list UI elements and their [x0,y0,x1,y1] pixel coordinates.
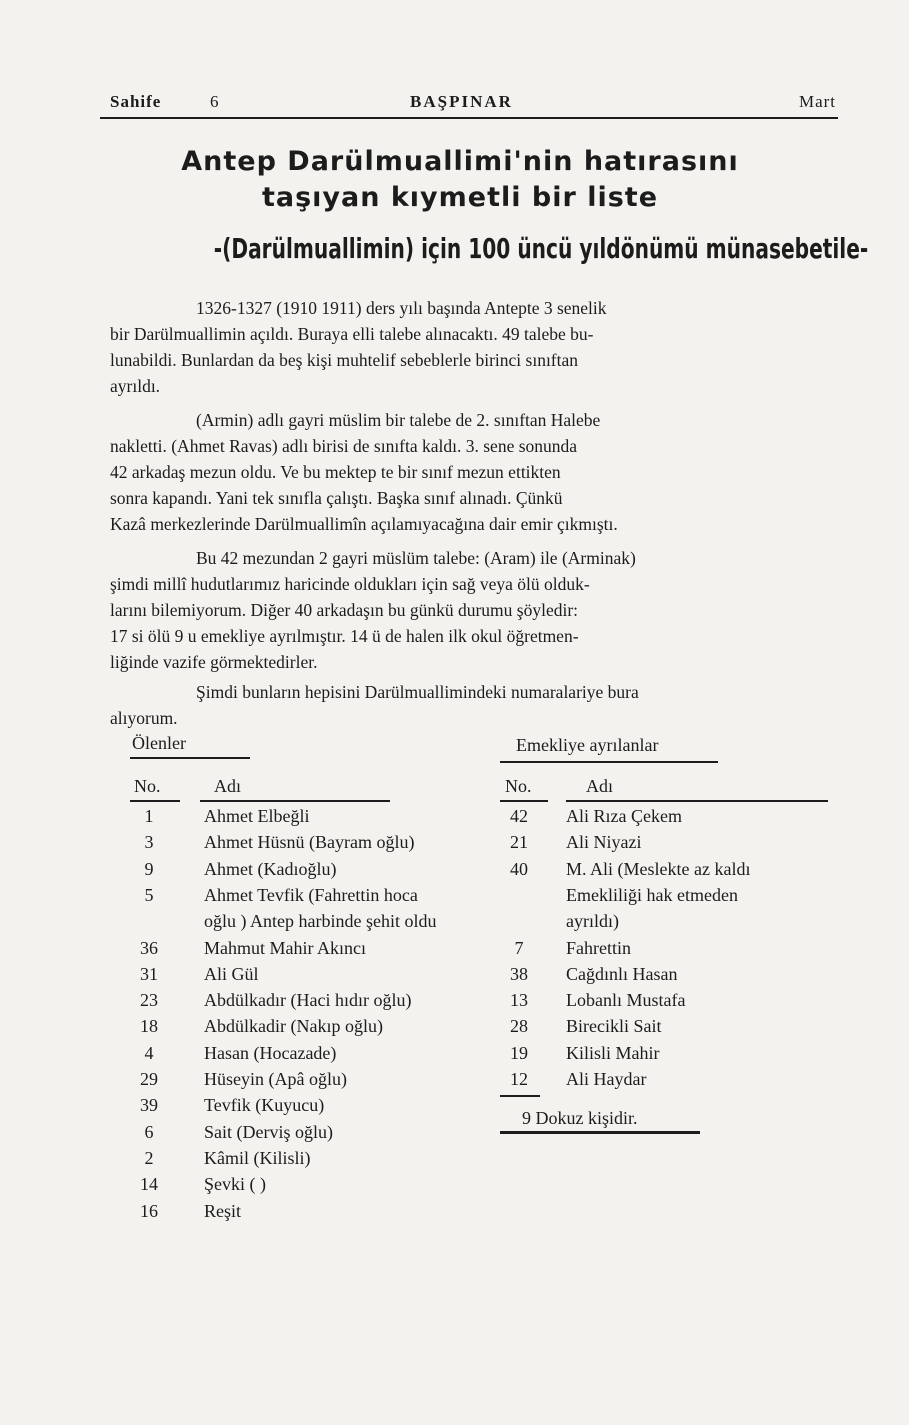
p1-line: lunabildi. Bunlardan da beş kişi muhtelif sebeblerle birinci sınıftan [110,350,579,370]
retired-row-name: Ali Haydar [566,1069,647,1089]
dead-row-name: Kâmil (Kilisli) [204,1147,311,1168]
p2-line: 42 arkadaş mezun oldu. Ve bu mektep te bir sınıf mezun ettikten [110,462,561,482]
dead-row-name: oğlu ) Antep harbinde şehit oldu [204,911,437,932]
p1-line: bir Darülmuallimin açıldı. Buraya elli talebe alınacaktı. 49 talebe bu- [110,324,594,344]
retired-list-title: Emekliye ayrılanlar [516,735,659,755]
dead-row-number: 39 [140,1095,158,1116]
left-col-no-header: No. [134,776,161,796]
dead-row-name: Ahmet (Kadıoğlu) [204,858,337,879]
retired-row-name: Birecikli Sait [566,1016,662,1037]
dead-row-number: 16 [140,1200,158,1221]
dead-row-name: Ahmet Hüsnü (Bayram oğlu) [204,832,415,853]
retired-row-name: Ali Niyazi [566,832,642,853]
header-rule [100,117,838,119]
p2-line: (Armin) adlı gayri müslim bir talebe de 2. sınıftan Halebe [196,410,601,430]
right-col-name-header: Adı [586,776,613,796]
newspaper-name: BAŞPINAR [410,92,513,111]
p2-line: nakletti. (Ahmet Ravas) adlı birisi de sınıfta kaldı. 3. sene sonunda [110,436,578,456]
dead-row-number: 36 [140,937,158,958]
dead-row-name: Reşit [204,1200,242,1221]
dead-row-name: Mahmut Mahir Akıncı [204,937,366,958]
retired-row-name: Fahrettin [566,937,631,958]
dead-row-name: Abdülkadir (Nakıp oğlu) [204,1016,383,1037]
p3-line: Bu 42 mezundan 2 gayri müslüm talebe: (Aram) ile (Arminak) [196,548,636,568]
dead-row-number: 18 [140,1016,158,1037]
retired-row-name: Emekliliği hak etmeden [566,884,738,905]
dead-row-number: 9 [144,858,154,879]
retired-total-rule [500,1095,540,1097]
headline-subtitle: -(Darülmuallimin) için 100 üncü yıldönümü münasebetile- [213,232,869,265]
right-col-no-header: No. [505,776,532,796]
retired-row-name: Cağdınlı Hasan [566,963,678,984]
right-name-rule [566,800,828,802]
page-number: 6 [210,92,220,111]
retired-row-name: M. Ali (Meslekte az kaldı [566,858,751,879]
dead-row-number: 4 [144,1042,154,1063]
p2-line: sonra kapandı. Yani tek sınıfla çalıştı. Başka sınıf alınadı. Çünkü [110,488,563,508]
dead-row-name: Şevki ( ) [204,1174,266,1195]
dead-row-name: Hasan (Hocazade) [204,1042,337,1063]
retired-row-number: 19 [510,1042,528,1063]
page-label: Sahife [110,92,162,111]
dead-row-number: 2 [144,1147,154,1168]
headline-line-1: Antep Darülmuallimi'nin hatırasını [181,146,739,177]
dead-row-name: Hüseyin (Apâ oğlu) [204,1069,347,1089]
retired-row-number: 12 [510,1069,528,1089]
retired-row-name: Ali Rıza Çekem [566,806,682,826]
dead-list-title: Ölenler [132,733,186,753]
p3-line: 17 si ölü 9 u emekliye ayrılmıştır. 14 ü de halen ilk okul öğretmen- [110,626,579,646]
p4-line: alıyorum. [110,708,178,728]
dead-row-number: 1 [144,806,154,826]
retired-row-number: 21 [510,832,528,853]
p3-line: larını bilemiyorum. Diğer 40 arkadaşın bu günkü durumu şöyledir: [110,600,579,620]
running-header [110,92,836,114]
dead-row-number: 31 [140,963,158,984]
left-no-rule [130,800,180,802]
p1-line: ayrıldı. [110,376,161,396]
retired-row-name: Lobanlı Mustafa [566,990,686,1011]
p1-line: 1326-1327 (1910 1911) ders yılı başında Antepte 3 senelik [196,298,607,318]
retired-summary: 9 Dokuz kişidir. [522,1108,638,1128]
dead-row-name: Ahmet Tevfik (Fahrettin hoca [204,884,418,905]
headline-line-2: taşıyan kıymetli bir liste [261,182,659,213]
retired-row-name: ayrıldı) [566,911,619,932]
dead-row-number: 14 [140,1174,158,1195]
dead-title-underline [130,757,250,759]
summary-underline [500,1132,700,1134]
p3-line: şimdi millî hudutlarımız haricinde oldukları için sağ veya ölü olduk- [110,574,590,594]
retired-row-number: 38 [510,963,528,984]
right-no-rule [500,800,548,802]
retired-row-number: 13 [510,990,528,1011]
dead-row-name: Ali Gül [204,963,259,984]
left-name-rule [200,800,390,802]
retired-row-number: 28 [510,1016,528,1037]
retired-row-name: Kilisli Mahir [566,1042,660,1063]
dead-row-name: Sait (Derviş oğlu) [204,1121,333,1142]
p4-line: Şimdi bunların hepisini Darülmuallimindeki numaralariye bura [196,682,639,702]
dead-row-name: Abdülkadır (Haci hıdır oğlu) [204,990,412,1011]
retired-row-number: 42 [510,806,528,826]
p3-line: liğinde vazife görmektedirler. [110,652,318,672]
dead-row-number: 3 [144,832,154,853]
dead-row-number: 6 [144,1121,154,1142]
issue-month: Mart [798,92,836,111]
dead-row-number: 23 [140,990,158,1011]
dead-row-number: 5 [144,884,154,905]
dead-row-name: Ahmet Elbeğli [204,806,310,826]
retired-row-number: 7 [514,937,524,958]
dead-row-number: 29 [140,1069,158,1089]
left-col-name-header: Adı [214,776,241,796]
dead-row-name: Tevfik (Kuyucu) [204,1095,325,1116]
retired-row-number: 40 [510,858,528,879]
retired-title-underline [500,761,718,763]
p2-line: Kazâ merkezlerinde Darülmuallimîn açılamıyacağına dair emir çıkmıştı. [110,514,618,534]
